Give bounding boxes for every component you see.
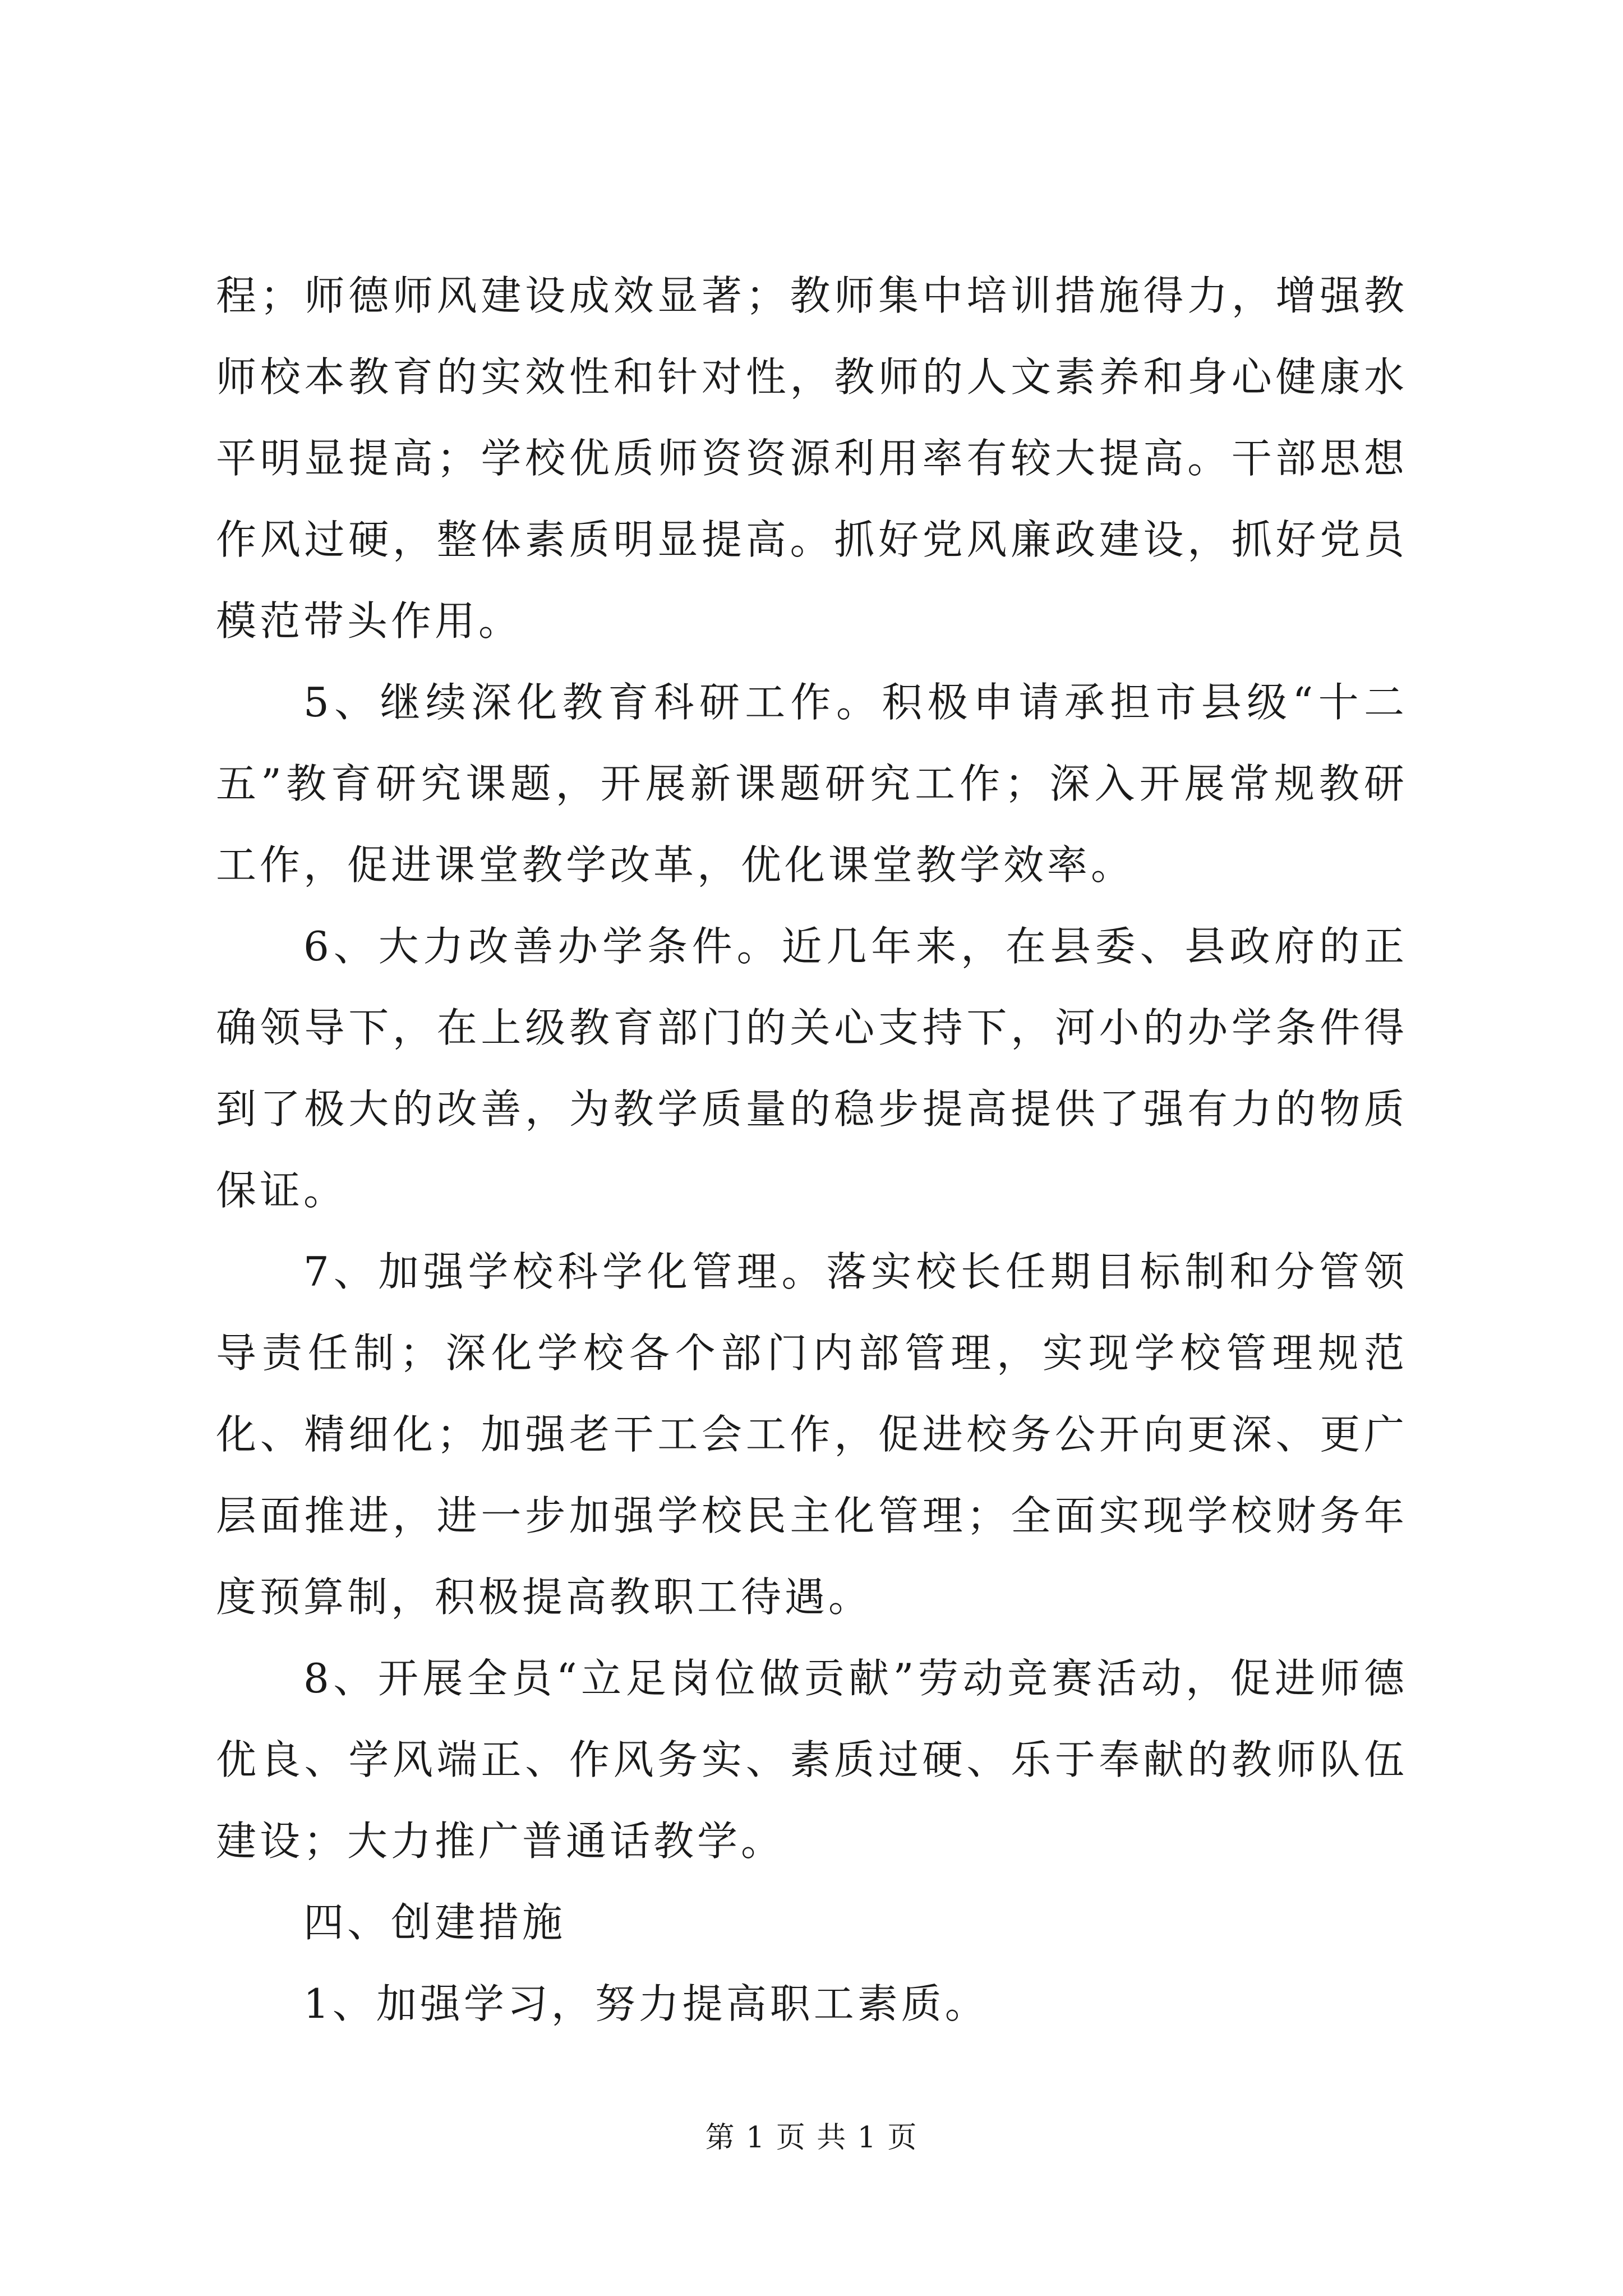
- paragraph-item-7: 7、加强学校科学化管理。落实校长任期目标制和分管领导责任制；深化学校各个部门内部管理，实现学校管理规范化、精细化；加强老干工会工作，促进校务公开向更深、更广层面推进，进一步加强学校民主化管理；全面实现学校财务年度预算制，积极提高教职工待遇。: [216, 1248, 1408, 1621]
- page-footer: 第 1 页 共 1 页: [705, 2121, 918, 2155]
- document-body: [216, 255, 1408, 2045]
- section-heading-measures: 四、创建措施: [303, 1899, 566, 1946]
- paragraph-measure-1: 1、加强学习，努力提高职工素质。: [303, 1980, 989, 2027]
- paragraph-item-5: 5、继续深化教育科研工作。积极申请承担市县级“十二五”教育研究课题，开展新课题研究工作；深入开展常规教研工作，促进课堂教学改革，优化课堂教学效率。: [216, 679, 1408, 889]
- paragraph-item-8: 8、开展全员“立足岗位做贡献”劳动竞赛活动，促进师德优良、学风端正、作风务实、素质过硬、乐于奉献的教师队伍建设；大力推广普通话教学。: [216, 1655, 1408, 1865]
- paragraph-item-6: 6、大力改善办学条件。近几年来，在县委、县政府的正确领导下，在上级教育部门的关心支持下，河小的办学条件得到了极大的改善，为教学质量的稳步提高提供了强有力的物质保证。: [216, 923, 1408, 1214]
- paragraph-continued: 程；师德师风建设成效显著；教师集中培训措施得力，增强教师校本教育的实效性和针对性，教师的人文素养和身心健康水平明显提高；学校优质师资资源利用率有较大提高。干部思想作风过硬，整体素质明显提高。抓好党风廉政建设，抓好党员模范带头作用。: [216, 272, 1408, 645]
